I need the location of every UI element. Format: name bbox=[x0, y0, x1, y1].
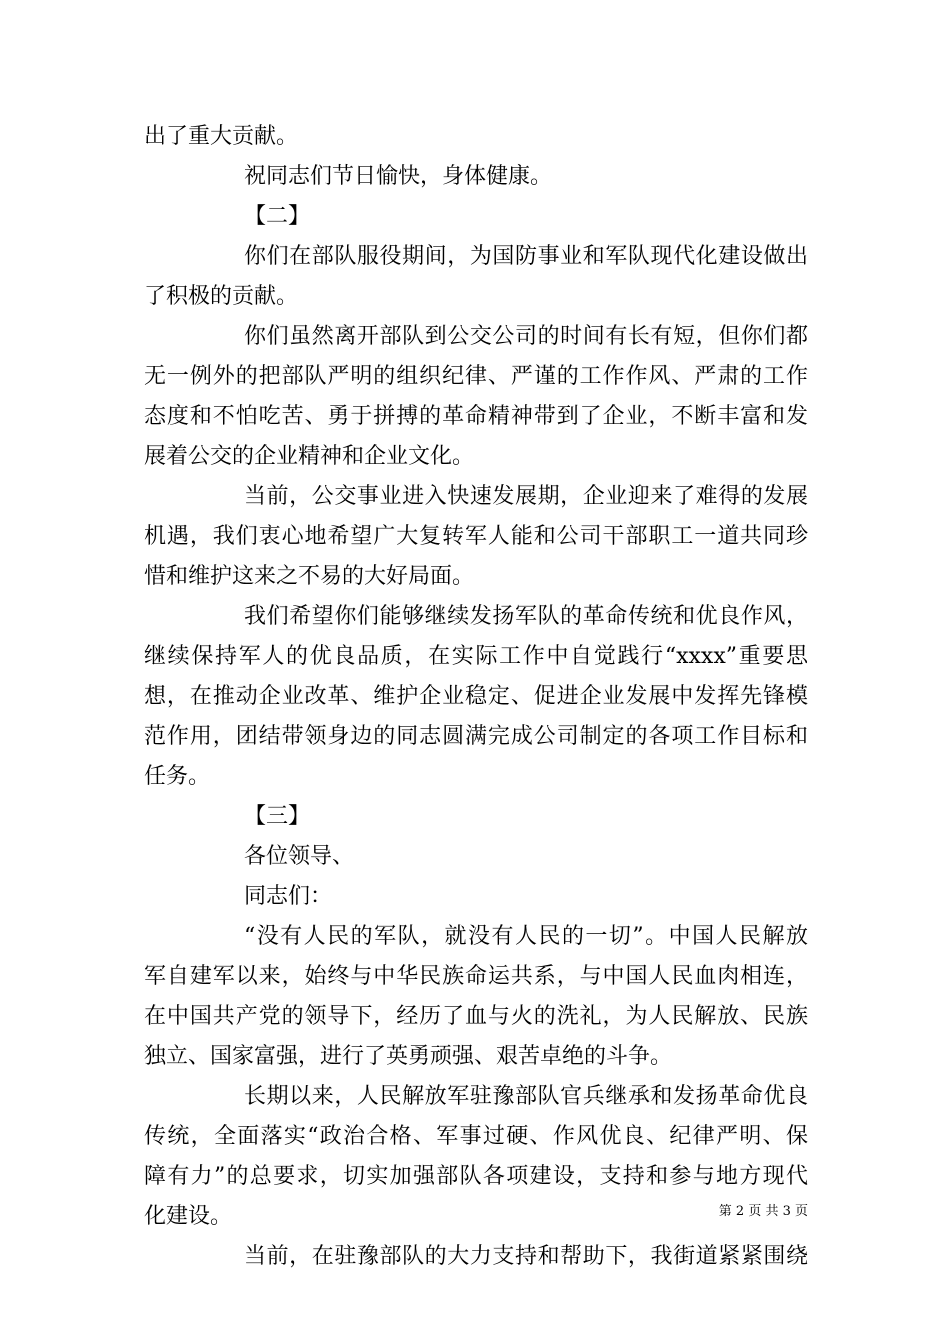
text-line: 你们在部队服役期间，为国防事业和军队现代化建设做出 bbox=[244, 244, 808, 269]
text-line: 同志们： bbox=[244, 884, 333, 909]
text-line: 独立、国家富强，进行了英勇顽强、艰苦卓绝的斗争。 bbox=[144, 1044, 673, 1069]
text-line: 各位领导、 bbox=[244, 844, 355, 869]
section-heading: 【三】 bbox=[244, 804, 311, 829]
text-line: 出了重大贡献。 bbox=[144, 124, 299, 149]
text-line: 当前，在驻豫部队的大力支持和帮助下，我街道紧紧围绕 bbox=[244, 1244, 808, 1269]
text-line: 机遇，我们衷心地希望广大复转军人能和公司干部职工一道共同珍 bbox=[144, 524, 808, 549]
text-line: 传统，全面落实“政治合格、军事过硬、作风优良、纪律严明、保 bbox=[144, 1124, 808, 1149]
text-line: 祝同志们节日愉快，身体健康。 bbox=[244, 164, 553, 189]
text-line: 长期以来，人民解放军驻豫部队官兵继承和发扬革命优良 bbox=[244, 1084, 808, 1109]
text-line: 军自建军以来，始终与中华民族命运共系，与中国人民血肉相连， bbox=[144, 964, 808, 989]
page-number: 第 2 页 共 3 页 bbox=[718, 1204, 808, 1219]
text-line: 范作用，团结带领身边的同志圆满完成公司制定的各项工作目标和 bbox=[144, 724, 808, 749]
text-line: 你们虽然离开部队到公交公司的时间有长有短，但你们都 bbox=[244, 324, 808, 349]
text-line: 惜和维护这来之不易的大好局面。 bbox=[144, 564, 475, 589]
text-line: 想，在推动企业改革、维护企业稳定、促进企业发展中发挥先锋模 bbox=[144, 684, 808, 709]
text-line: 态度和不怕吃苦、勇于拼搏的革命精神带到了企业，不断丰富和发 bbox=[144, 404, 808, 429]
text-line: 当前，公交事业进入快速发展期，企业迎来了难得的发展 bbox=[244, 484, 808, 509]
text-line: 在中国共产党的领导下，经历了血与火的洗礼，为人民解放、民族 bbox=[144, 1004, 808, 1029]
text-line: 了积极的贡献。 bbox=[144, 284, 299, 309]
text-line: “没有人民的军队，就没有人民的一切”。中国人民解放 bbox=[244, 924, 808, 949]
section-heading: 【二】 bbox=[244, 204, 311, 229]
text-line: 我们希望你们能够继续发扬军队的革命传统和优良作风， bbox=[244, 604, 808, 629]
text-line: 障有力”的总要求，切实加强部队各项建设，支持和参与地方现代 bbox=[144, 1164, 808, 1189]
document-body bbox=[144, 117, 808, 1277]
text-line: 化建设。 bbox=[144, 1204, 233, 1229]
text-line: 展着公交的企业精神和企业文化。 bbox=[144, 444, 475, 469]
text-line: 无一例外的把部队严明的组织纪律、严谨的工作作风、严肃的工作 bbox=[144, 364, 808, 389]
text-line: 任务。 bbox=[144, 764, 211, 789]
text-line: 继续保持军人的优良品质，在实际工作中自觉践行“xxxx”重要思 bbox=[144, 644, 808, 669]
